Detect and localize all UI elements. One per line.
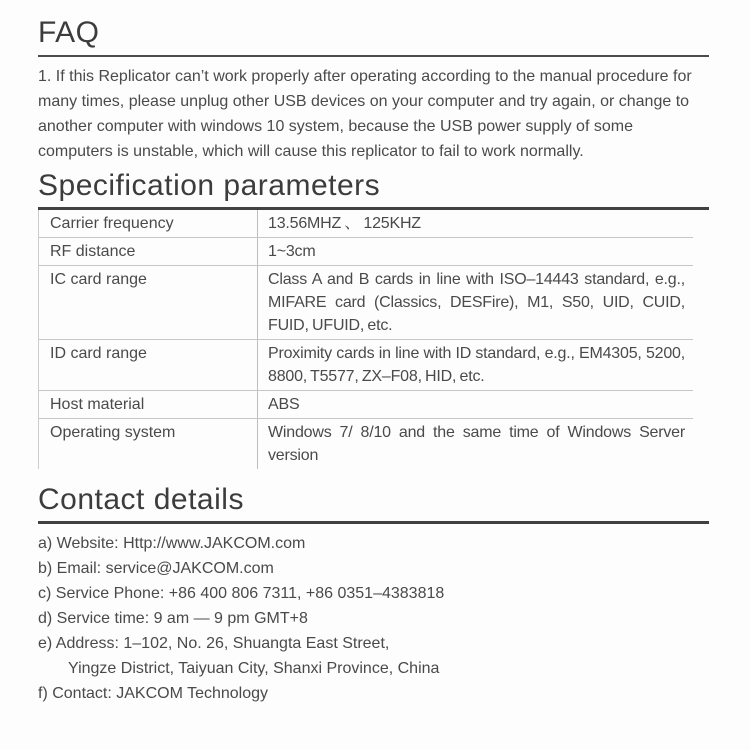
- spec-label-id-card-range: ID card range: [50, 345, 147, 362]
- spec-value-carrier-frequency: 13.56MHZ 、 125KHZ: [257, 210, 693, 237]
- table-row: [39, 419, 693, 469]
- faq-title: FAQ: [38, 14, 709, 57]
- spec-label-carrier-frequency: Carrier frequency: [50, 215, 174, 232]
- spec-label-host-material: Host material: [50, 396, 145, 413]
- table-row: [39, 210, 693, 238]
- contact-title: Contact details: [38, 481, 709, 524]
- spec-value-ic-card-range: Class A and B cards in line with ISO–14443 standard, e.g., MIFARE card (Classics, DESFire), M1, S50, UID, CUID, FUID, UFUID, etc.: [257, 266, 693, 339]
- contact-list: [38, 531, 712, 706]
- faq-section: [38, 14, 710, 164]
- spec-value-rf-distance: 1~3cm: [257, 238, 693, 265]
- spec-value-host-material: ABS: [257, 391, 693, 418]
- contact-item-address-line1: e) Address: 1–102, No. 26, Shuangta East Street,: [38, 635, 390, 652]
- contact-item-address-line2: Yingze District, Taiyuan City, Shanxi Province, China: [68, 660, 440, 677]
- specification-table: [38, 210, 693, 469]
- faq-paragraph: 1. If this Replicator can’t work properly after operating according to the manual procedure for many times, please unplug other USB devices on your computer and try again, or change to another computer with windows 10 system, because the USB power supply of some computers is unstable, which will cause this replicator to fail to work normally.: [38, 68, 692, 160]
- contact-item-service-phone: c) Service Phone: +86 400 806 7311, +86 0351–4383818: [38, 585, 445, 602]
- spec-value-id-card-range: Proximity cards in line with ID standard, e.g., EM4305, 5200, 8800, T5577, ZX–F08, HID, etc.: [257, 340, 693, 390]
- table-row: [39, 340, 693, 391]
- spec-label-ic-card-range: IC card range: [50, 271, 147, 288]
- table-row: [39, 238, 693, 266]
- contact-item-email: b) Email: service@JAKCOM.com: [38, 560, 274, 577]
- table-row: [39, 391, 693, 419]
- table-row: [39, 266, 693, 340]
- contact-item-contact: f) Contact: JAKCOM Technology: [38, 685, 269, 702]
- contact-section: [38, 481, 710, 706]
- spec-label-operating-system: Operating system: [50, 424, 176, 441]
- spec-value-operating-system: Windows 7/ 8/10 and the same time of Windows Server version: [257, 419, 693, 469]
- specification-section: [38, 167, 710, 469]
- contact-item-website: a) Website: Http://www.JAKCOM.com: [38, 535, 306, 552]
- specification-title: Specification parameters: [38, 167, 709, 210]
- contact-item-service-time: d) Service time: 9 am — 9 pm GMT+8: [38, 610, 308, 627]
- spec-label-rf-distance: RF distance: [50, 243, 136, 260]
